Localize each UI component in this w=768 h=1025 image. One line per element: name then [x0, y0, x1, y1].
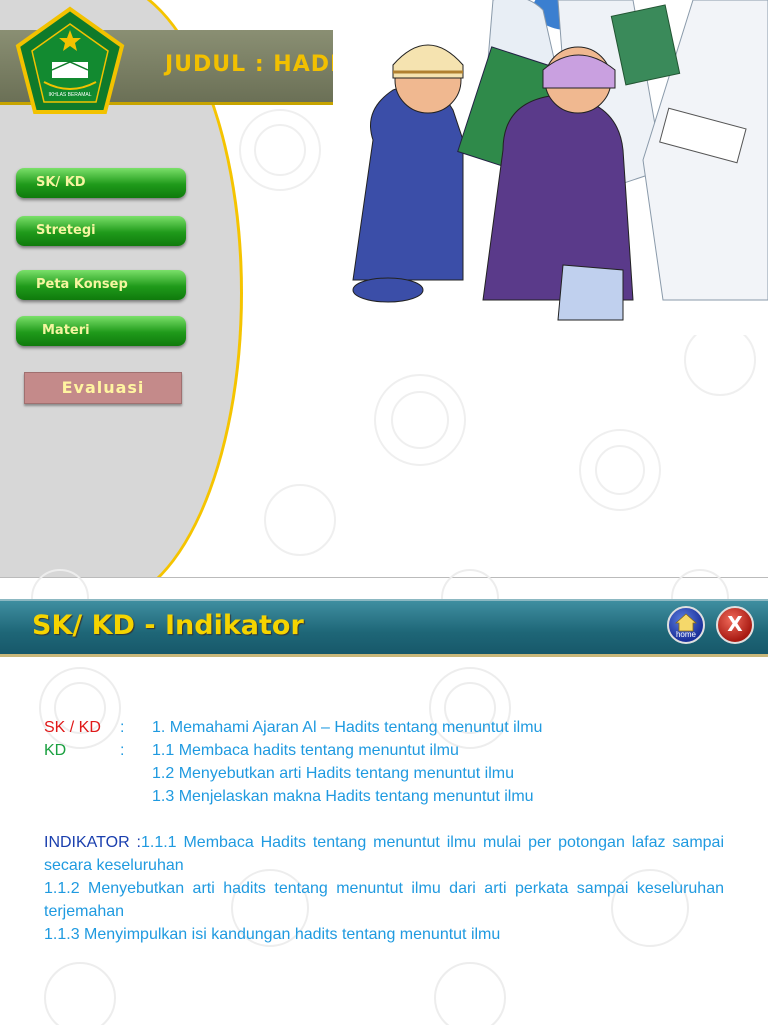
kd-colon: :: [120, 742, 125, 759]
close-icon: X: [727, 612, 743, 636]
close-button[interactable]: [716, 606, 754, 644]
kd-item: 1.1 Membaca hadits tentang menuntut ilmu: [152, 742, 459, 759]
slide-title: JUDUL : HADITS: [165, 52, 373, 77]
indikator-item: [44, 831, 724, 877]
sk-label: SK / KD: [44, 719, 101, 736]
indikator-label: INDIKATOR :: [44, 834, 141, 851]
children-reading-quran-illustration: [333, 0, 768, 335]
menu-sk-kd-button[interactable]: SK/ KD: [16, 168, 186, 198]
spacer: [44, 808, 724, 831]
kd-label: KD: [44, 742, 67, 759]
sk-colon: :: [120, 719, 125, 736]
home-button[interactable]: [667, 606, 705, 644]
kemenag-logo-icon: [10, 4, 130, 119]
indikator-text: 1.1.1 Membaca Hadits tentang menuntut ilmu mulai per potongan lafaz sampai secara keseluruhan: [44, 834, 724, 874]
menu-strategi-button[interactable]: Stretegi: [16, 216, 186, 246]
content-body: [44, 716, 724, 946]
home-label: home: [675, 630, 696, 639]
kd-item: 1.3 Menjelaskan makna Hadits tentang menuntut ilmu: [152, 788, 534, 805]
menu-peta-konsep-button[interactable]: Peta Konsep: [16, 270, 186, 300]
kd-row: [44, 785, 724, 808]
evaluasi-button[interactable]: Evaluasi: [24, 372, 182, 404]
logo-text: IKHLAS BERAMAL: [48, 92, 92, 98]
sk-row: [44, 716, 724, 739]
indikator-item: 1.1.3 Menyimpulkan isi kandungan hadits tentang menuntut ilmu: [44, 926, 501, 943]
kd-row: [44, 762, 724, 785]
slide-title: SK/ KD - Indikator: [32, 610, 304, 641]
kd-row: [44, 739, 724, 762]
slide-sk-kd-indikator: [0, 577, 768, 1025]
kd-item: 1.2 Menyebutkan arti Hadits tentang menuntut ilmu: [152, 765, 514, 782]
menu-materi-button[interactable]: Materi: [16, 316, 186, 346]
indikator-item: 1.1.2 Menyebutkan arti hadits tentang menuntut ilmu dari arti perkata sampai keseluruhan terjemahan: [44, 880, 724, 920]
sk-text: 1. Memahami Ajaran Al – Hadits tentang menuntut ilmu: [152, 719, 543, 736]
